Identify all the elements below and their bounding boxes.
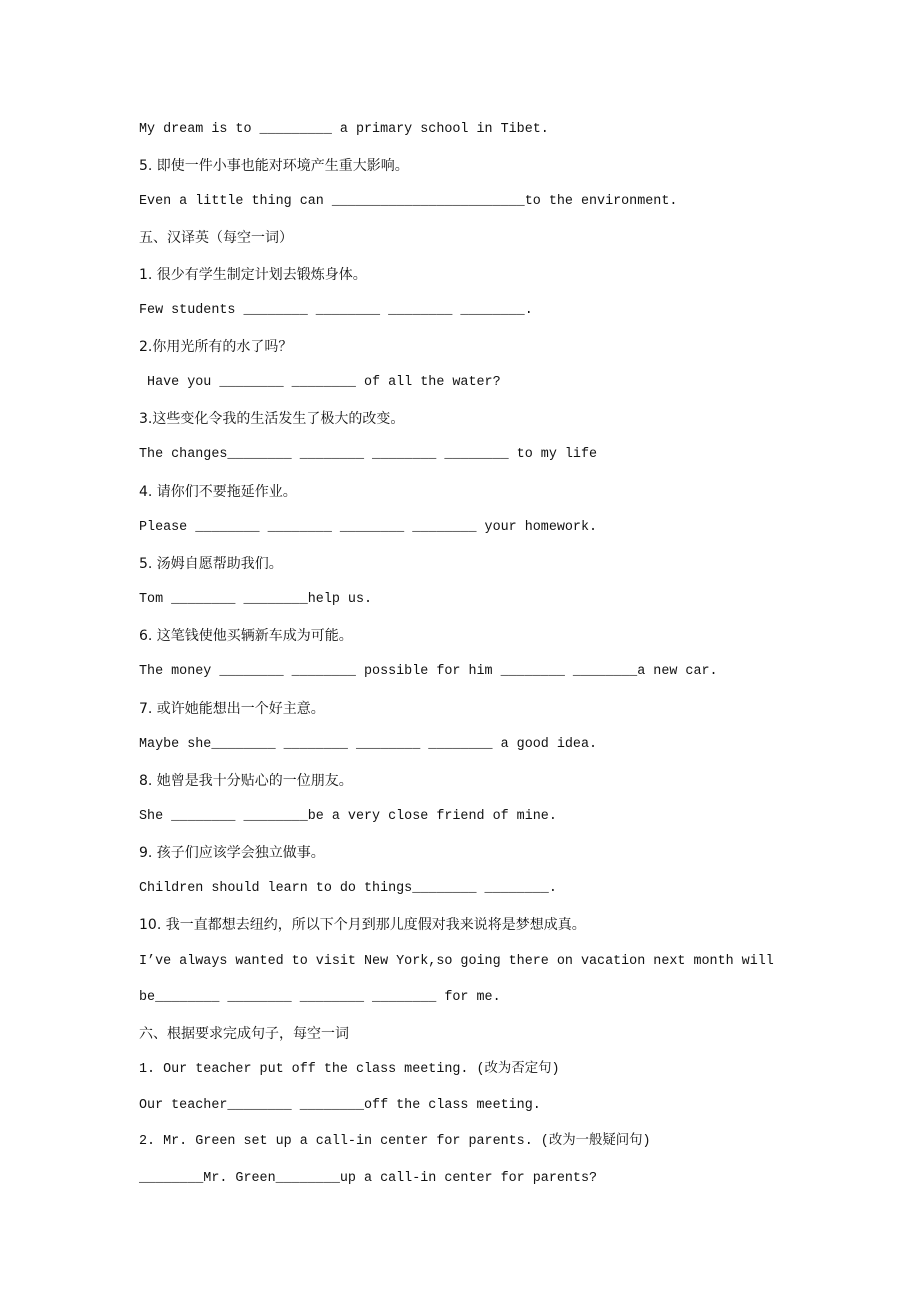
document-line: Our teacher________ ________off the class meeting. xyxy=(139,1098,541,1114)
document-line: She ________ ________be a very close friend of mine. xyxy=(139,808,557,824)
document-line: Children should learn to do things________ ________. xyxy=(139,881,557,897)
document-line: 9. 孩子们应该学会独立做事。 xyxy=(139,845,325,862)
document-line: 3.这些变化令我的生活发生了极大的改变。 xyxy=(139,411,405,428)
document-line: 10. 我一直都想去纽约，所以下个月到那儿度假对我来说将是梦想成真。 xyxy=(139,917,586,934)
document-line: Tom ________ ________help us. xyxy=(139,592,373,608)
document-line: 2. Mr. Green set up a call-in center for parents. (改为一般疑问句) xyxy=(139,1134,651,1150)
document-line: 5. 即使一件小事也能对环境产生重大影响。 xyxy=(139,158,409,175)
document-line: Even a little thing can ________________________to the environment. xyxy=(139,194,678,210)
document-line: 五、汉译英（每空一词） xyxy=(139,230,293,247)
document-line: 6. 这笔钱使他买辆新车成为可能。 xyxy=(139,628,353,645)
document-line: 1. Our teacher put off the class meeting. (改为否定句) xyxy=(139,1062,560,1078)
document-line: The changes________ ________ ________ ________ to my life xyxy=(139,447,598,463)
document-line: 7. 或许她能想出一个好主意。 xyxy=(139,700,325,717)
document-line: Have you ________ ________ of all the water? xyxy=(139,375,501,391)
document-body xyxy=(139,112,819,1197)
document-line: 六、根据要求完成句子，每空一词 xyxy=(139,1025,349,1042)
document-line: 5. 汤姆自愿帮助我们。 xyxy=(139,555,283,572)
document-line: 8. 她曾是我十分贴心的一位朋友。 xyxy=(139,772,353,789)
document-line: The money ________ ________ possible for him ________ ________a new car. xyxy=(139,664,718,680)
document-line: Please ________ ________ ________ ________ your homework. xyxy=(139,519,598,535)
document-line: Maybe she________ ________ ________ ________ a good idea. xyxy=(139,736,598,752)
document-line: I’ve always wanted to visit New York,so going there on vacation next month will xyxy=(139,953,774,969)
document-line: be________ ________ ________ ________ for me. xyxy=(139,989,501,1005)
document-line: 2.你用光所有的水了吗？ xyxy=(139,338,293,355)
document-line: 4. 请你们不要拖延作业。 xyxy=(139,483,297,500)
document-line: My dream is to _________ a primary school in Tibet. xyxy=(139,122,549,137)
document-line: 1. 很少有学生制定计划去锻炼身体。 xyxy=(139,266,367,283)
document-line: Few students ________ ________ ________ ________. xyxy=(139,302,533,318)
document-line: ________Mr. Green________up a call-in center for parents? xyxy=(139,1170,598,1186)
